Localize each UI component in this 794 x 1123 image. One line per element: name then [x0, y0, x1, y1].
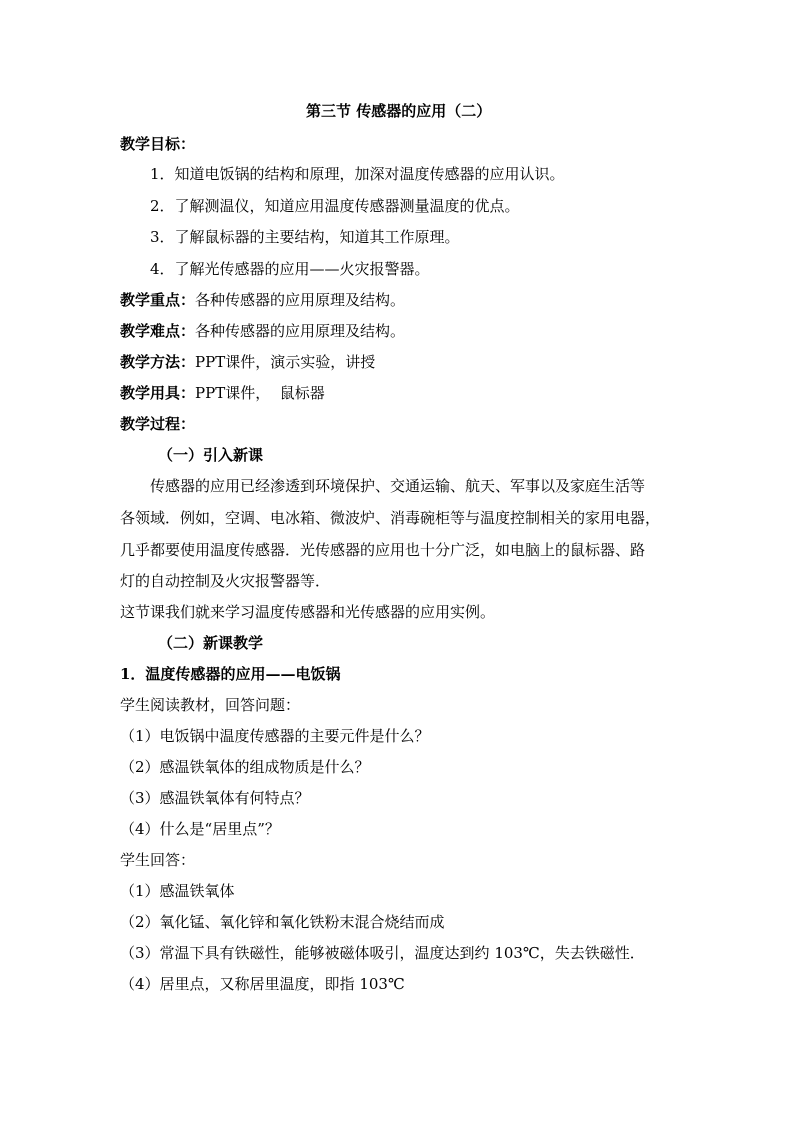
- answer-item: （1）感温铁氧体: [120, 882, 235, 900]
- goal-item: 1．知道电饭锅的结构和原理，加深对温度传感器的应用认识。: [150, 165, 565, 183]
- answer-prompt: 学生回答：: [120, 851, 196, 869]
- methods-label: 教学方法：: [120, 353, 196, 371]
- answer-item: （2）氧化锰、氧化锌和氧化铁粉末混合烧结而成: [120, 913, 445, 931]
- difficulties-text: 各种传感器的应用原理及结构。: [195, 322, 406, 340]
- difficulties-row: [120, 321, 405, 341]
- goal-item: 4．了解光传感器的应用——火灾报警器。: [150, 260, 430, 278]
- intro-summary: 这节课我们就来学习温度传感器和光传感器的应用实例。: [120, 603, 496, 621]
- intro-line: 传感器的应用已经渗透到环境保护、交通运输、航天、军事以及家庭生活等: [150, 477, 646, 495]
- methods-text: PPT课件，演示实验，讲授: [195, 353, 376, 371]
- question-item: （1）电饭锅中温度传感器的主要元件是什么？: [120, 727, 430, 745]
- question-item: （4）什么是“居里点”？: [120, 820, 280, 838]
- answer-item: （3）常温下具有铁磁性，能够被磁体吸引，温度达到约 103℃，失去铁磁性．: [120, 944, 645, 962]
- goal-item: 2．了解测温仪，知道应用温度传感器测量温度的优点。: [150, 197, 520, 215]
- section1-heading: （一）引入新课: [158, 446, 264, 464]
- intro-line: 各领域．例如，空调、电冰箱、微波炉、消毒碗柜等与温度控制相关的家用电器，: [120, 509, 661, 527]
- answer-item: （4）居里点，又称居里温度，即指 103℃: [120, 975, 405, 993]
- tools-label: 教学用具：: [120, 384, 196, 402]
- intro-line: 灯的自动控制及火灾报警器等．: [120, 572, 331, 590]
- key-points-text: 各种传感器的应用原理及结构。: [195, 291, 406, 309]
- goal-item: 3．了解鼠标器的主要结构，知道其工作原理。: [150, 228, 460, 246]
- key-points-label: 教学重点：: [120, 291, 196, 309]
- read-prompt: 学生阅读教材，回答问题：: [120, 696, 301, 714]
- page-title: 第三节 传感器的应用（二）: [306, 102, 492, 120]
- question-item: （3）感温铁氧体有何特点？: [120, 789, 310, 807]
- intro-line: 几乎都要使用温度传感器．光传感器的应用也十分广泛，如电脑上的鼠标器、路: [120, 541, 646, 559]
- topic1-heading: 1．温度传感器的应用——电饭锅: [120, 665, 341, 683]
- methods-row: [120, 352, 375, 372]
- goals-heading: 教学目标：: [120, 135, 196, 153]
- tools-row: [120, 383, 325, 403]
- difficulties-label: 教学难点：: [120, 322, 196, 340]
- process-heading: 教学过程：: [120, 415, 196, 433]
- tools-text: PPT课件， 鼠标器: [195, 384, 325, 402]
- key-points-row: [120, 290, 405, 310]
- section2-heading: （二）新课教学: [158, 634, 264, 652]
- question-item: （2）感温铁氧体的组成物质是什么？: [120, 758, 370, 776]
